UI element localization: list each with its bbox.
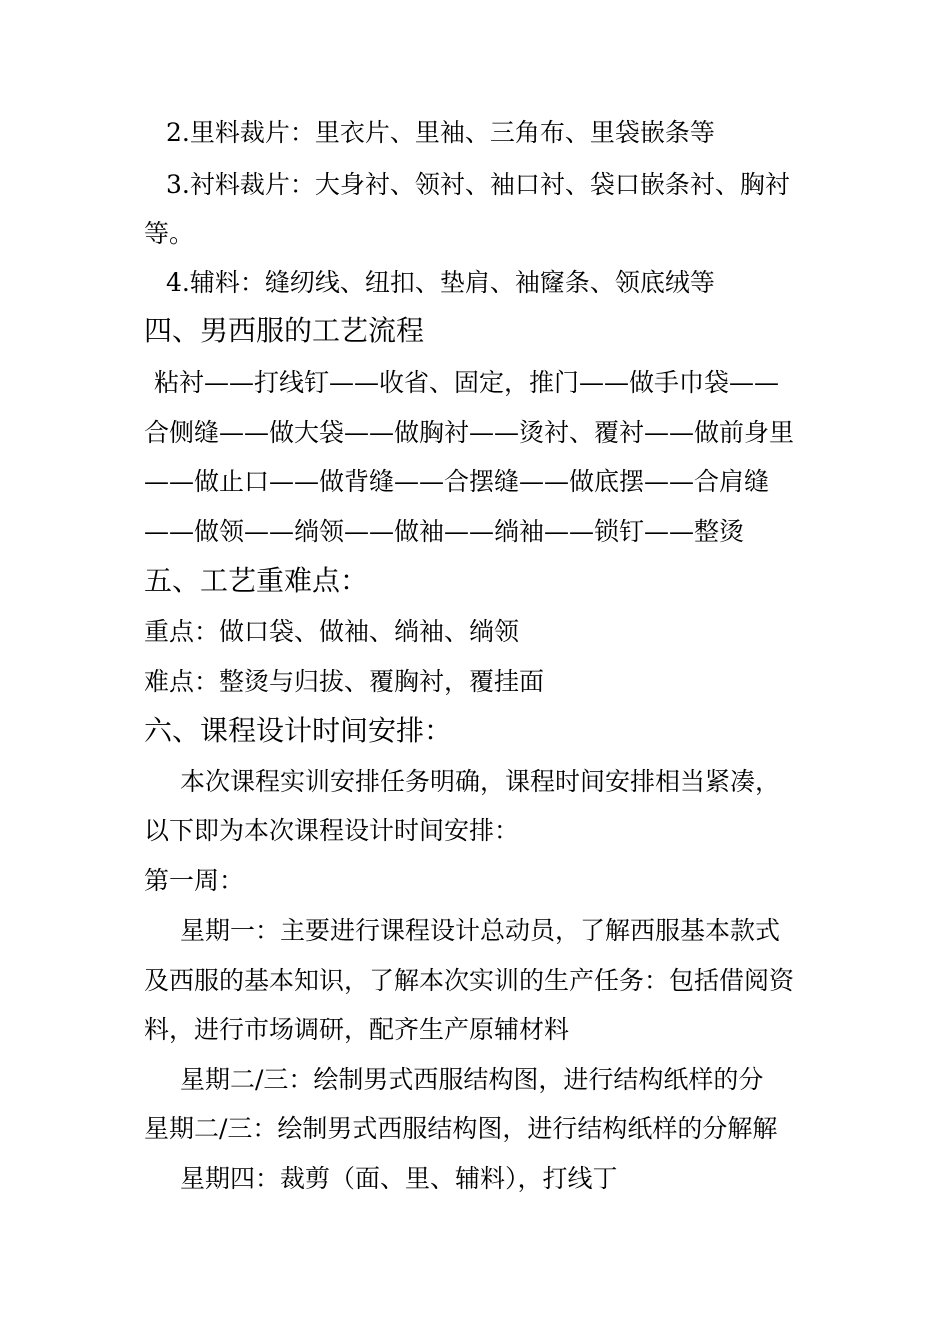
key-points-line: 重点：做口袋、做袖、绱袖、绱领: [144, 617, 520, 646]
process-line: ——做止口——做背缝——合摆缝——做底摆——合肩缝: [144, 467, 770, 496]
item-interlining-pieces: 3.衬料裁片：大身衬、领衬、袖口衬、袋口嵌条衬、胸衬: [166, 170, 790, 199]
difficult-points-line: 难点：整烫与归拔、覆胸衬，覆挂面: [144, 667, 545, 696]
section-heading-process: 四、男西服的工艺流程: [144, 314, 425, 347]
process-line: ——做领——绱领——做袖——绱袖——锁钉——整烫: [144, 517, 745, 546]
section-heading-schedule: 六、课程设计时间安排：: [144, 714, 453, 747]
schedule-tue-wed-line: 星期二/三：绘制男式西服结构图，进行结构纸样的分解解: [144, 1114, 778, 1143]
process-line: 合侧缝——做大袋——做胸衬——烫衬、覆衬——做前身里: [144, 418, 795, 447]
schedule-intro-line: 以下即为本次课程设计时间安排：: [144, 816, 520, 845]
item-interlining-pieces-continued: 等。: [144, 219, 195, 248]
schedule-monday-line: 星期一：主要进行课程设计总动员，了解西服基本款式: [180, 916, 781, 945]
schedule-tue-wed-line: 星期二/三：绘制男式西服结构图，进行结构纸样的分: [180, 1065, 764, 1094]
process-line: 粘衬——打线钉——收省、固定，推门——做手巾袋——: [154, 368, 780, 397]
item-accessories: 4.辅料：缝纫线、纽扣、垫肩、袖窿条、领底绒等: [166, 268, 715, 297]
schedule-monday-line: 料，进行市场调研，配齐生产原辅材料: [144, 1015, 570, 1044]
schedule-intro-line: 本次课程实训安排任务明确，课程时间安排相当紧凑，: [180, 767, 781, 796]
schedule-monday-line: 及西服的基本知识，了解本次实训的生产任务：包括借阅资: [144, 966, 795, 995]
week-one-label: 第一周：: [144, 866, 245, 895]
item-lining-pieces: 2.里料裁片：里衣片、里袖、三角布、里袋嵌条等: [166, 118, 715, 147]
section-heading-key-points: 五、工艺重难点：: [144, 564, 369, 597]
schedule-thursday-line: 星期四：裁剪（面、里、辅料），打线丁: [180, 1164, 618, 1193]
